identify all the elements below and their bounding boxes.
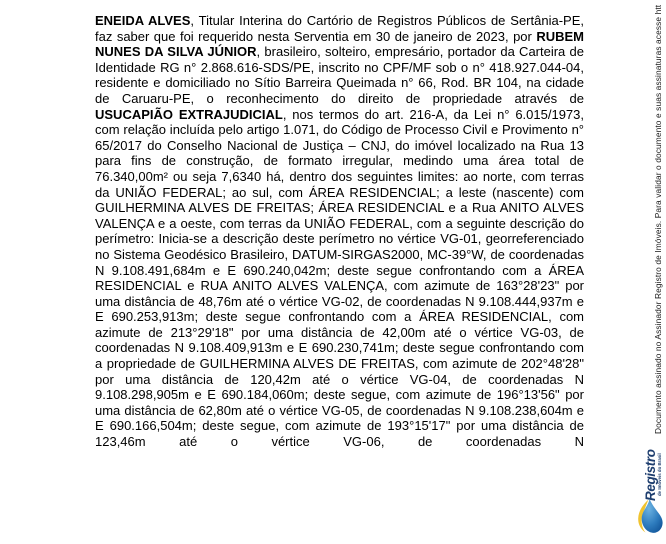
text-segment: , Titular Interina do Cartório de Registros Públicos de Sertânia-PE, faz saber que foi requerido nesta Serventia em 30 de janeiro de 2023, por: [95, 13, 584, 44]
signature-validation-note: Documento assinado no Assinador Registro de Imóveis. Para validar o documento e suas assinaturas acesse htt: [653, 4, 663, 434]
text-segment: , nos termos do art. 216-A, da Lei n° 6.015/1973, com relação incluída pelo artigo 1.071, do Código de Processo Civil e Provimento n° 65/2017 do Conselho Nacional de Justiça – CNJ, do imóvel localizado na Rua 13 para fins de construção, de formato irregular, medindo uma área total de 76.340,00m² ou seja 7,6340 há, dentro dos seguintes limites: ao norte, com terras da UNIÃO FEDERAL; ao sul, com ÁREA RESIDENCIAL; a leste (nascente) com GUILHERMINA ALVES DE FREITAS; ÁREA RESIDENCIAL e a Rua ANITO ALVES VALENÇA e a oeste, com terras da UNIÃO FEDERAL, com a seguinte descrição do perímetro: Inicia-se a descrição deste perímetro no vértice VG-01, georreferenciado no Sistema Geodésico Brasileiro, DATUM-SIRGAS2000, MC-39°W, de coordenadas N 9.108.491,684m e E 690.240,042m; deste segue confrontando com a ÁREA RESIDENCIAL e RUA ANITO ALVES VALENÇA, com azimute de 163°28'23" por uma distância de 48,76m até o vértice VG-02, de coordenadas N 9.108.444,937m e E 690.253,913m; deste segue confrontando com a ÁREA RESIDENCIAL, com azimute de 213°29'18" por uma distância de 42,00m até o vértice VG-03, de coordenadas N 9.108.409,913m e E 690.230,741m; deste segue confrontando com a propriedade de GUILHERMINA ALVES DE FREITAS, com azimute de 202°48'28" por uma distância de 120,42m até o vértice VG-04, de coordenadas N 9.108.298,905m e E 690.184,060m; deste segue, com azimute de 196°13'56" por uma distância de 62,80m até o vértice VG-05, de coordenadas N 9.108.238,604m e E 690.166,504m; deste segue, com azimute de 193°15'17" por uma distância de 123,46m até o vértice VG-06, de coordenadas N: [95, 106, 585, 450]
usucapiao-term: USUCAPIÃO EXTRAJUDICIAL: [95, 106, 283, 122]
officer-name: ENEIDA ALVES: [95, 13, 191, 28]
registro-imoveis-logo-icon: [636, 498, 663, 539]
registro-logo-wordmark: Registro: [643, 449, 658, 501]
applicant-name: RUBEM NUNES DA SILVA JÚNIOR: [95, 28, 584, 60]
legal-notice-text: [95, 13, 584, 450]
registro-logo-tagline: de Imóveis do Brasil: [657, 453, 662, 496]
text-segment: , brasileiro, solteiro, empresário, portador da Carteira de Identidade RG n° 2.868.616-SDS/PE, inscrito no CPF/MF sob o n° 418.927.044-04, residente e domiciliado no Sítio Barreira Queimada n° 66, Rod. BR 104, na cidade de Caruaru-PE, o reconhecimento do direito de propriedade através de: [95, 44, 585, 106]
